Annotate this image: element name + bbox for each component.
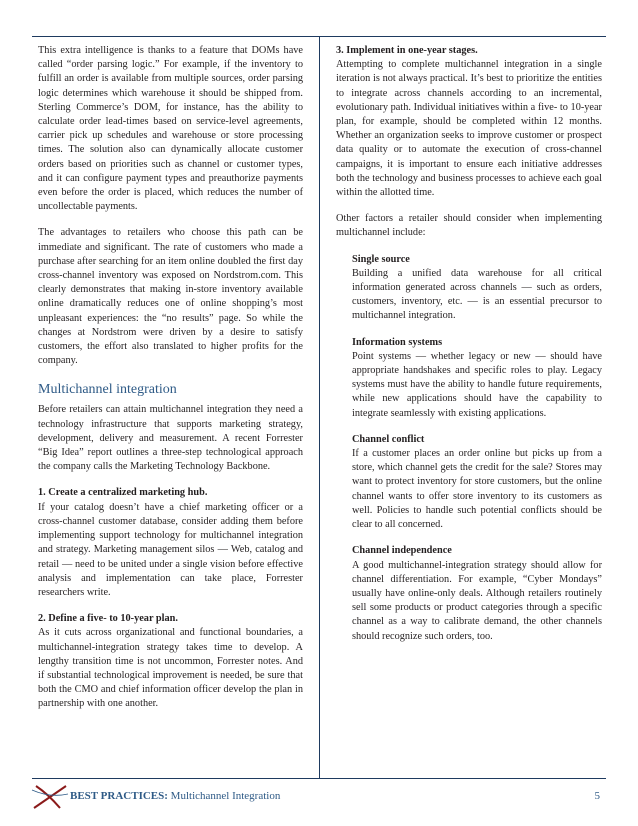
- column-divider: [319, 36, 320, 779]
- paragraph: As it cuts across organizational and functional boundaries, a multichannel-integration strategy takes time to develop. A lengthy transition time is not uncommon, Forrester notes. And if substantial technological improvement is needed, be sure that both the CMO and chief information officer develop the plan in partnership with one another.: [38, 627, 303, 710]
- step-title: 2. Define a five- to 10-year plan.: [38, 613, 178, 625]
- paragraph: The advantages to retailers who choose this path can be immediate and significant. The rate of customers who made a purchase after searching for an item online doubled the first day cross-channel inventory was exposed on Nordstrom.com. This clearly demonstrates that making in-store inventory available online dramatically reduces one of online shopping’s most unpleasant experiences: the “no results” page. So while the changes at Nordstrom were driven by a desire to satisfy customers, the effort also translated to higher profits for the company.: [38, 227, 303, 367]
- right-column: [336, 44, 602, 644]
- footer-title: [70, 790, 280, 802]
- section-heading: Multichannel integration: [38, 382, 177, 398]
- factor-title: Information systems: [352, 336, 443, 348]
- paragraph: This extra intelligence is thanks to a feature that DOMs have called “order parsing logic.” For example, if the inventory to fulfill an order is available from multiple sources, order parsing logic determines which warehouse it should be shipped from. Sterling Commerce’s DOM, for instance, has the ability to calculate order lead-times based on service-level agreements, carrier pick up schedules and warehouse or store processing times. The solution also can dynamically allocate customer orders based on priorities such as channel or customer types, and it can configure payment types and preauthorize payments even before the order is placed, which reduces the number of uncollectable payments.: [38, 45, 303, 213]
- factor-text: A good multichannel-integration strategy should allow for channel differentiation. For example, “Cyber Mondays” usually have online-only deals. Although retailers routinely sell some products or product categories through a specific channel as a way to calibrate demand, the other channels should recognize such orders, too.: [352, 559, 602, 642]
- factor-text: If a customer places an order online but picks up from a store, which channel gets the credit for the sale? Stores may want to protect inventory for store customers, but the online channel wants to offer store inventory to its customers as well. Policies to handle such potential conflicts should be clear to all concerned.: [352, 448, 602, 531]
- left-column: [38, 44, 303, 712]
- bottom-rule: [32, 778, 606, 779]
- paragraph: Before retailers can attain multichannel integration they need a technology infrastructure that supports marketing strategy, development, delivery and measurement. A recent Forrester “Big Idea” report outlines a three-step technological approach the company calls the Marketing Technology Backbone.: [38, 404, 303, 473]
- factor-text: Point systems — whether legacy or new — should have appropriate handshakes and specific roles to play. Legacy systems must have the ability to handle future requirements, while new applications should have the capability to integrate seamlessly with existing applications.: [352, 350, 602, 419]
- factor-title: Channel conflict: [352, 433, 425, 445]
- paragraph: Attempting to complete multichannel integration in a single iteration is not always practical. It’s best to prioritize the entities to integrate across channels according to an incremental, evolutionary path. Individual initiatives within a five- to 10-year plan, for example, should be completed within 12 months. Whether an organization seeks to improve customer or prospect data quality or to automate the execution of cross-channel campaigns, it is important to ensure each initiative addresses both the technology and business processes to achieve each goal within the allotted time.: [336, 59, 602, 199]
- factor-title: Channel independence: [352, 545, 452, 557]
- factor-title: Single source: [352, 253, 410, 265]
- page-footer: [30, 784, 606, 810]
- crossed-x-logo-icon: [30, 784, 70, 810]
- paragraph: Other factors a retailer should consider when implementing multichannel include:: [336, 213, 602, 239]
- paragraph: If your catalog doesn’t have a chief marketing officer or a cross-channel customer database, consider adding them before implementing support technology for multichannel integration and strategy. Marketing management silos — Web, catalog and retail — need to be united under a single vision before effective analysis and implementation can take place, Forrester researchers write.: [38, 501, 303, 598]
- step-title: 3. Implement in one-year stages.: [336, 45, 478, 56]
- footer-label-rest: Multichannel Integration: [167, 790, 281, 802]
- footer-label-bold: BEST PRACTICES:: [70, 790, 168, 802]
- step-title: 1. Create a centralized marketing hub.: [38, 487, 208, 499]
- page-number: 5: [594, 790, 600, 802]
- factor-text: Building a unified data warehouse for all critical information generated across channels — such as orders, customers, inventory, etc. — is an essential precursor to multichannel integration.: [352, 267, 602, 322]
